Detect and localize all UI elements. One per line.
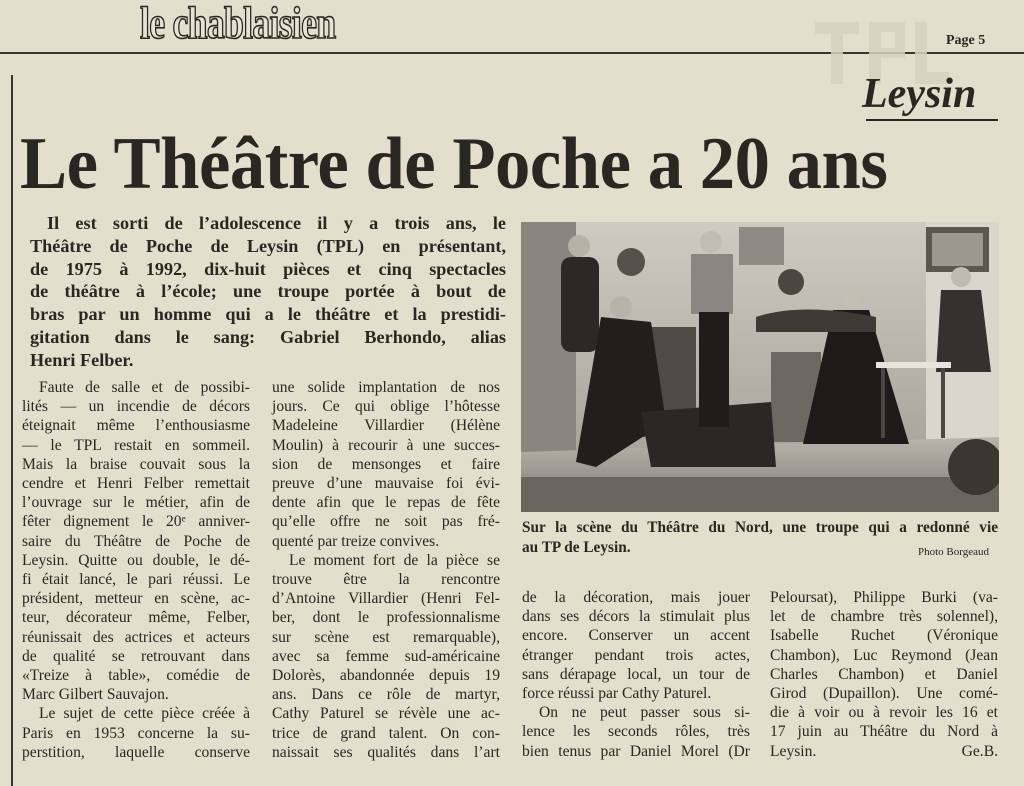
section-rule: [866, 119, 998, 121]
theatre-stage-photo: [521, 222, 999, 512]
text-line: — le TPL restait en sommeil.: [22, 436, 250, 454]
text-line: dente afin que le repas de fête: [272, 494, 500, 512]
text-line: Mais la braise couvait sous la: [22, 455, 250, 473]
text-line: «Treize à table», comédie de: [22, 667, 250, 685]
text-line: saire du Théâtre de Poche de: [22, 532, 250, 550]
article-column-3: [522, 588, 750, 761]
text-line: naissait ses qualités dans l’art: [272, 743, 500, 761]
article-column-2: [272, 378, 500, 762]
text-line: une solide implantation de nos: [272, 379, 500, 396]
text-line: réunissait des actrices et acteurs: [22, 628, 250, 646]
text-line: Leysin. Ge.B.: [770, 742, 998, 760]
text-line: de qualité se retrouvant dans: [22, 647, 250, 665]
text-line: de théâtre à l’école; une troupe portée à bout de: [30, 281, 506, 302]
text-line: On ne peut passer sous si-: [539, 704, 750, 722]
text-line: Cathy Paturel se révèle une ac-: [272, 705, 500, 723]
text-line: ans. Dans ce rôle de martyr,: [272, 686, 500, 704]
text-line: éteignait même l’enthousiasme: [22, 417, 250, 435]
text-line: perstition, laquelle conserve: [22, 743, 250, 761]
caption-line: au TP de Leysin.: [522, 539, 631, 556]
newspaper-masthead: le chablaisien: [140, 0, 336, 48]
text-line: quenté par treize convives.: [272, 532, 440, 550]
text-line: gitation dans le sang: Gabriel Berhondo, alias: [30, 326, 506, 347]
article-lede: [30, 212, 506, 372]
text-line: de 1975 à 1992, dix-huit pièces et cinq spectacles: [30, 258, 506, 279]
text-line: Marc Gilbert Sauvajon.: [22, 686, 169, 704]
text-line: Madeleine Villardier (Hélène: [272, 417, 500, 435]
text-line: teur, décorateur même, Felber,: [22, 609, 250, 627]
text-line: 17 juin au Théâtre du Nord à: [770, 723, 998, 741]
text-line: preuve d’une mauvaise foi évi-: [272, 475, 500, 493]
text-line: Leysin. Quitte ou double, le dé-: [22, 551, 250, 569]
text-line: étranger pendant trois actes,: [522, 646, 750, 664]
text-line: sion de mensonges et faire: [272, 455, 500, 473]
text-line: Paris en 1953 concerne la su-: [22, 724, 250, 742]
text-line: sur scène est remarquable),: [272, 628, 500, 646]
text-line: Henri Felber.: [30, 349, 134, 370]
text-line: qu’elle offre ne soit pas fré-: [272, 513, 500, 531]
text-line: fi était lancé, le pari réussi. Le: [22, 571, 250, 589]
article-photo: [521, 222, 999, 512]
text-line: die à voir ou à revoir les 16 et: [770, 704, 998, 722]
page-number: Page 5: [946, 33, 986, 48]
text-line: Girod (Dupaillon). Une comé-: [770, 685, 998, 703]
text-line: lence les seconds rôles, très: [522, 723, 750, 741]
text-line: bras par un homme qui a le théâtre et la prestidi-: [30, 304, 506, 325]
text-line: dans ses décors la stimulait plus: [522, 608, 750, 626]
text-line: trouve être la rencontre: [272, 571, 500, 589]
text-line: encore. Conserver un accent: [522, 627, 750, 645]
text-line: d’Antoine Villardier (Henri Fel-: [272, 590, 500, 608]
text-line: fêter dignement le 20ᵉ anniver-: [22, 513, 250, 531]
text-line: force réussi par Cathy Paturel.: [522, 685, 712, 703]
text-line: avec sa femme sud-américaine: [272, 647, 500, 665]
article-headline: Le Théâtre de Poche a 20 ans: [20, 123, 888, 205]
text-line: sans dérapage local, un tour de: [522, 665, 750, 683]
text-line: Peloursat), Philippe Burki (va-: [770, 589, 998, 606]
text-line: ber, dont le professionnalisme: [272, 609, 500, 627]
section-title: Leysin: [862, 71, 977, 117]
text-line: let de chambre très solennel),: [770, 608, 998, 626]
text-line: bien tenus par Daniel Morel (Dr: [522, 742, 750, 760]
caption-line: Sur la scène du Théâtre du Nord, une troupe qui a redonné vie: [522, 519, 998, 536]
article-column-1: [22, 378, 250, 762]
text-line: Faute de salle et de possibi-: [39, 379, 250, 396]
photo-credit: Photo Borgeaud: [918, 546, 989, 558]
text-line: Moulin) à recourir à une succes-: [272, 436, 500, 454]
text-line: Le moment fort de la pièce se: [289, 551, 500, 569]
text-line: Dolorès, abandonnée depuis 19: [272, 667, 500, 685]
left-column-rule: [11, 75, 13, 786]
text-line: trice de grand talent. On con-: [272, 724, 500, 742]
text-line: Il est sorti de l’adolescence il y a trois ans, le: [47, 213, 506, 233]
text-line: lités — un incendie de décors: [22, 398, 250, 416]
text-line: Théâtre de Poche de Leysin (TPL) en présentant,: [30, 235, 506, 256]
text-line: jours. Ce qui oblige l’hôtesse: [272, 398, 500, 416]
text-line: Chambon), Luc Reymond (Jean: [770, 646, 998, 664]
text-line: cendre et Henri Felber remettait: [22, 475, 250, 493]
text-line: l’ouvrage sur le métier, afin de: [22, 494, 250, 512]
text-line: de la décoration, mais jouer: [522, 589, 750, 606]
text-line: Charles Chambon) et Daniel: [770, 665, 998, 683]
text-line: Isabelle Ruchet (Véronique: [770, 627, 998, 645]
text-line: président, metteur en scène, ac-: [22, 590, 250, 608]
text-line: Le sujet de cette pièce créée à: [39, 705, 250, 723]
article-column-4: [770, 588, 998, 761]
